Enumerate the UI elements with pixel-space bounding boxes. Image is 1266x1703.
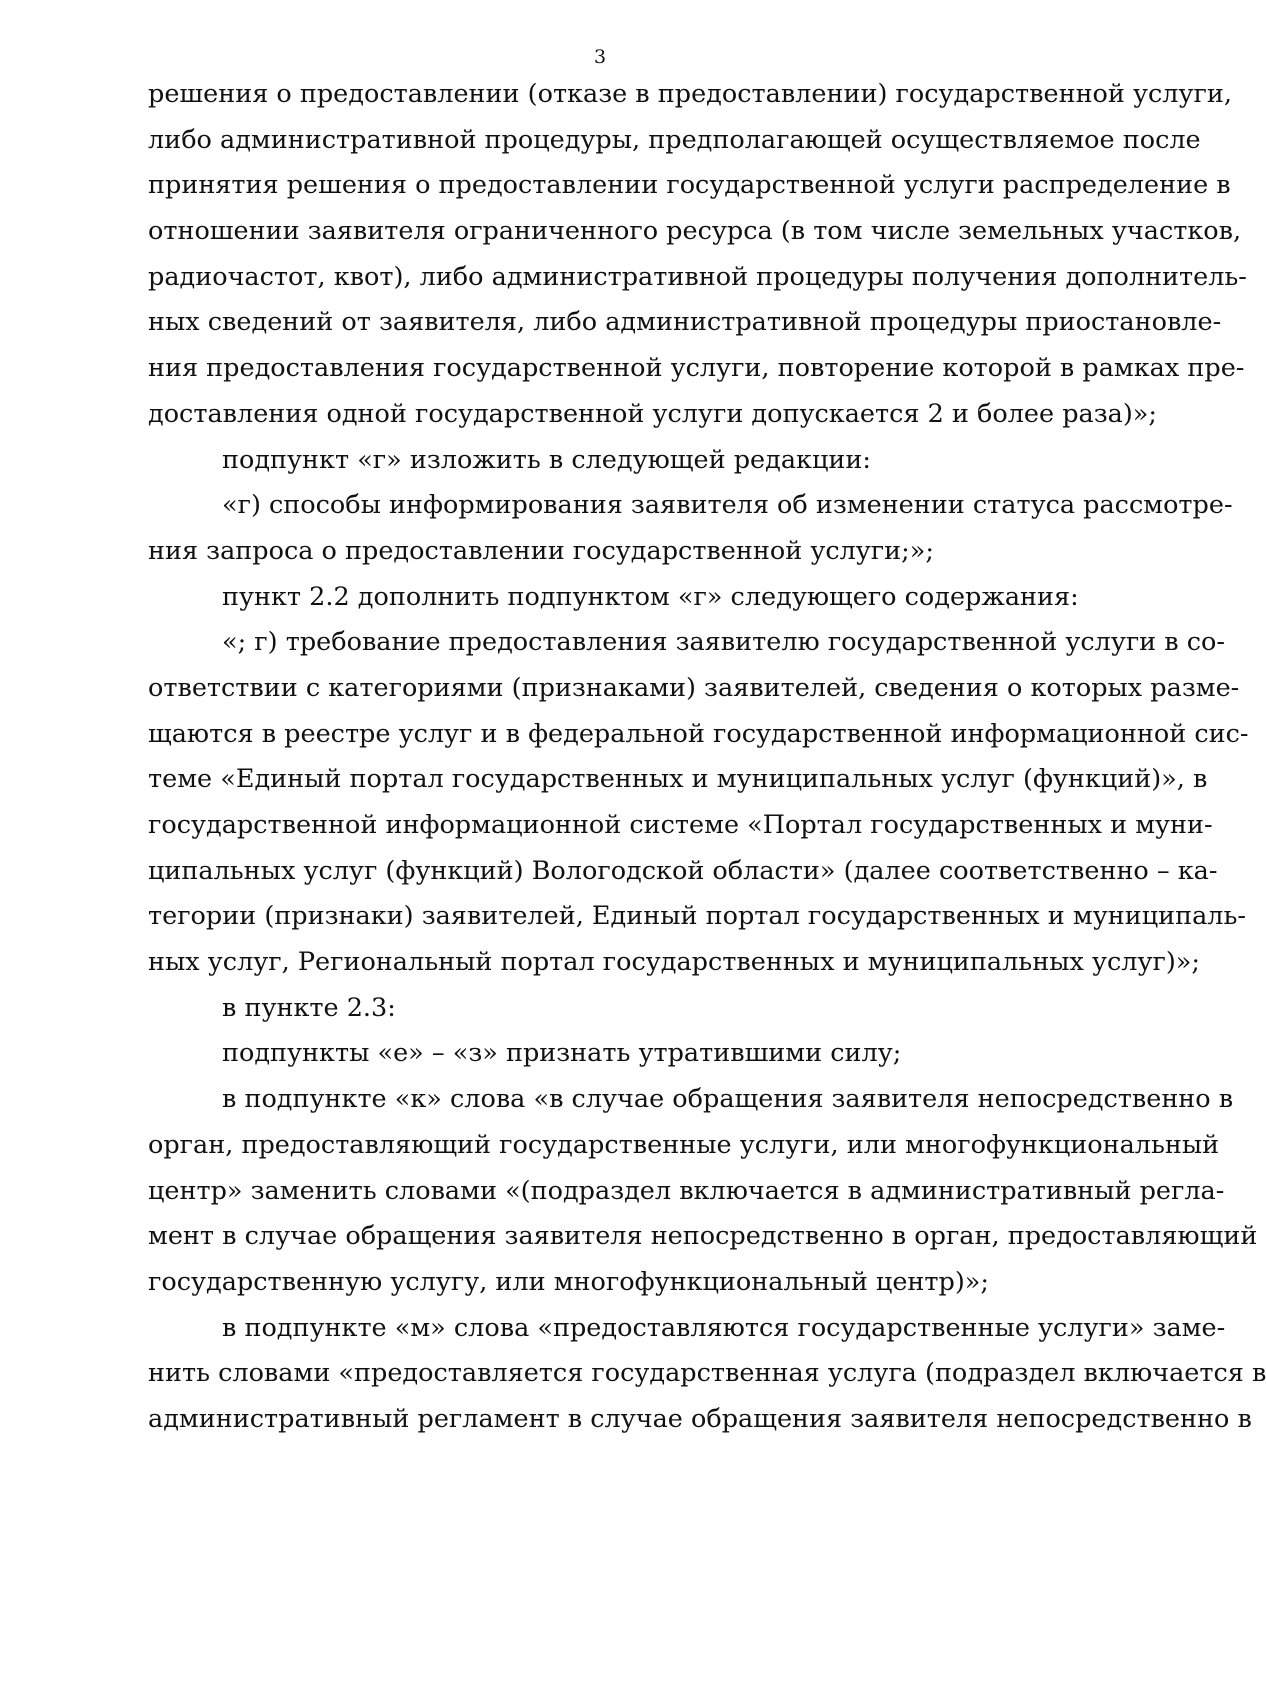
text-line: либо административной процедуры, предполагающей осуществляемое после	[148, 124, 1201, 155]
text-line: ных сведений от заявителя, либо административной процедуры приостановле-	[148, 307, 1222, 338]
text-line: подпункты «е» – «з» признать утратившими силу;	[222, 1038, 902, 1069]
text-line: в пункте 2.3:	[222, 992, 396, 1023]
text-line: орган, предоставляющий государственные услуги, или многофункциональный	[148, 1129, 1220, 1160]
text-line: пункт 2.2 дополнить подпунктом «г» следующего содержания:	[222, 581, 1079, 612]
text-line: административный регламент в случае обращения заявителя непосредственно в	[148, 1403, 1252, 1434]
text-line: «; г) требование предоставления заявителю государственной услуги в со-	[222, 627, 1225, 658]
text-line: центр» заменить словами «(подраздел включается в административный регла-	[148, 1175, 1225, 1206]
text-line: тегории (признаки) заявителей, Единый портал государственных и муниципаль-	[148, 901, 1246, 932]
text-line: доставления одной государственной услуги допускается 2 и более раза)»;	[148, 398, 1157, 429]
text-line: подпункт «г» изложить в следующей редакции:	[222, 444, 871, 475]
text-line: ния запроса о предоставлении государственной услуги;»;	[148, 535, 934, 566]
text-line: государственную услугу, или многофункциональный центр)»;	[148, 1266, 989, 1297]
document-body	[148, 72, 1266, 1443]
page-number: 3	[593, 46, 607, 68]
text-line: «г) способы информирования заявителя об изменении статуса рассмотре-	[222, 490, 1233, 521]
text-line: нить словами «предоставляется государственная услуга (подраздел включается в	[148, 1358, 1266, 1389]
text-line: мент в случае обращения заявителя непосредственно в орган, предоставляющий	[148, 1221, 1258, 1252]
text-line: решения о предоставлении (отказе в предоставлении) государственной услуги,	[148, 79, 1232, 109]
text-line: ных услуг, Региональный портал государственных и муниципальных услуг)»;	[148, 947, 1200, 978]
text-line: ния предоставления государственной услуги, повторение которой в рамках пре-	[148, 353, 1245, 384]
text-line: отношении заявителя ограниченного ресурса (в том числе земельных участков,	[148, 216, 1242, 247]
text-line: ответствии с категориями (признаками) заявителей, сведения о которых разме-	[148, 672, 1240, 703]
text-line: в подпункте «м» слова «предоставляются государственные услуги» заме-	[222, 1312, 1226, 1343]
text-line: принятия решения о предоставлении государственной услуги распределение в	[148, 170, 1231, 201]
text-line: в подпункте «к» слова «в случае обращения заявителя непосредственно в	[222, 1084, 1234, 1115]
text-line: ципальных услуг (функций) Вологодской области» (далее соответственно – ка-	[148, 855, 1218, 886]
text-line: государственной информационной системе «Портал государственных и муни-	[148, 810, 1213, 840]
text-line: радиочастот, квот), либо административной процедуры получения дополнитель-	[148, 261, 1247, 292]
text-line: теме «Единый портал государственных и муниципальных услуг (функций)», в	[148, 764, 1208, 795]
text-line: щаются в реестре услуг и в федеральной государственной информационной сис-	[148, 718, 1249, 749]
